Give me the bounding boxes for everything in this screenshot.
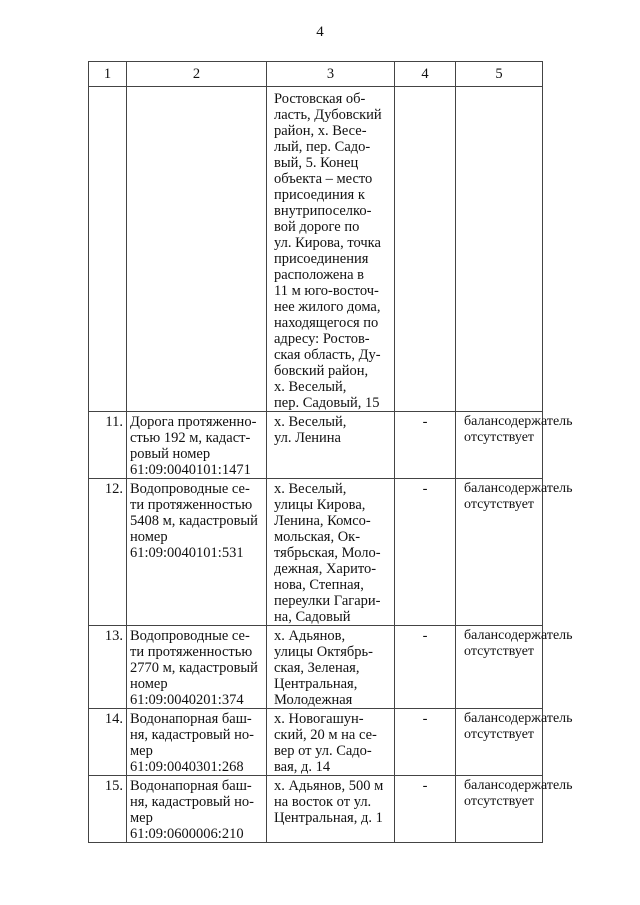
object-name: Водопроводные се- ти протяженностью 5408 м, кадастровый номер 61:09:0040101:531 — [130, 481, 258, 561]
cell-col4 — [395, 87, 456, 412]
cell-name — [127, 479, 267, 626]
table-header — [89, 62, 543, 87]
row-number: 11. — [89, 412, 127, 479]
address-text: х. Адьянов, улицы Октябрь- ская, Зеленая, Центральная, Молодежная — [274, 628, 373, 708]
cell-address — [267, 412, 395, 479]
cell-num — [89, 87, 127, 412]
address-text: х. Веселый, улицы Кирова, Ленина, Комсо- мольская, Ок- тябрьская, Моло- дежная, Харито- нова, Степная, переулки Гагари- на, Садовый — [274, 481, 381, 625]
table-row — [89, 709, 543, 776]
header-col-2: 2 — [127, 62, 267, 87]
table-row — [89, 412, 543, 479]
row-number: 13. — [89, 626, 127, 709]
cell-holder — [456, 412, 573, 479]
row-number: 15. — [89, 776, 127, 843]
cell-holder — [456, 87, 543, 412]
address-text: х. Веселый, ул. Ленина — [274, 414, 347, 446]
table-row — [89, 479, 543, 626]
cell-col4: - — [395, 709, 456, 776]
holder-text: балансодержатель отсутствует — [464, 711, 573, 742]
cell-name — [127, 626, 267, 709]
object-name: Водонапорная баш- ня, кадастровый но- мер 61:09:0040301:268 — [130, 711, 255, 775]
object-name: Дорога протяженно- стью 192 м, кадаст- ровый номер 61:09:0040101:1471 — [130, 414, 257, 478]
row-number: 12. — [89, 479, 127, 626]
header-col-4: 4 — [395, 62, 456, 87]
property-table — [88, 61, 573, 843]
object-name: Водонапорная баш- ня, кадастровый но- мер 61:09:0600006:210 — [130, 778, 255, 842]
cell-col4: - — [395, 776, 456, 843]
cell-address — [267, 776, 395, 843]
object-name: Водопроводные се- ти протяженностью 2770 м, кадастровый номер 61:09:0040201:374 — [130, 628, 258, 708]
table-row — [89, 626, 543, 709]
cell-holder — [456, 776, 573, 843]
cell-name — [127, 709, 267, 776]
holder-text: балансодержатель отсутствует — [464, 778, 573, 809]
cell-address — [267, 709, 395, 776]
holder-text: балансодержатель отсутствует — [464, 628, 573, 659]
cell-col4: - — [395, 412, 456, 479]
holder-text: балансодержатель отсутствует — [464, 414, 573, 445]
cell-holder — [456, 709, 573, 776]
cell-holder — [456, 479, 573, 626]
address-text: Ростовская об- ласть, Дубовский район, х. Весе- лый, пер. Садо- вый, 5. Конец объекта – место присоединия к внутрипоселко- вой дороге по ул. Кирова, точка присоединения расположена в 11 м юго-восточ- нее жилого дома, находящегося по адресу: Ростов- ская область, Ду- бовский район, х. Веселый, пер. Садовый, 15 — [274, 91, 382, 411]
table-row — [89, 776, 543, 843]
address-text: х. Адьянов, 500 м на восток от ул. Центральная, д. 1 — [274, 778, 384, 826]
cell-holder — [456, 626, 573, 709]
header-col-1: 1 — [89, 62, 127, 87]
cell-address — [267, 479, 395, 626]
cell-name — [127, 87, 267, 412]
cell-address — [267, 87, 395, 412]
cell-name — [127, 776, 267, 843]
cell-col4: - — [395, 626, 456, 709]
address-text: х. Новогашун- ский, 20 м на се- вер от ул. Садо- вая, д. 14 — [274, 711, 377, 775]
holder-text: балансодержатель отсутствует — [464, 481, 573, 512]
row-number: 14. — [89, 709, 127, 776]
cell-address — [267, 626, 395, 709]
table-body — [89, 87, 573, 843]
header-row — [89, 62, 543, 87]
page-number: 4 — [316, 24, 324, 40]
header-col-5: 5 — [456, 62, 543, 87]
cell-name — [127, 412, 267, 479]
cell-col4: - — [395, 479, 456, 626]
header-col-3: 3 — [267, 62, 395, 87]
table-row-continuation — [89, 87, 543, 412]
